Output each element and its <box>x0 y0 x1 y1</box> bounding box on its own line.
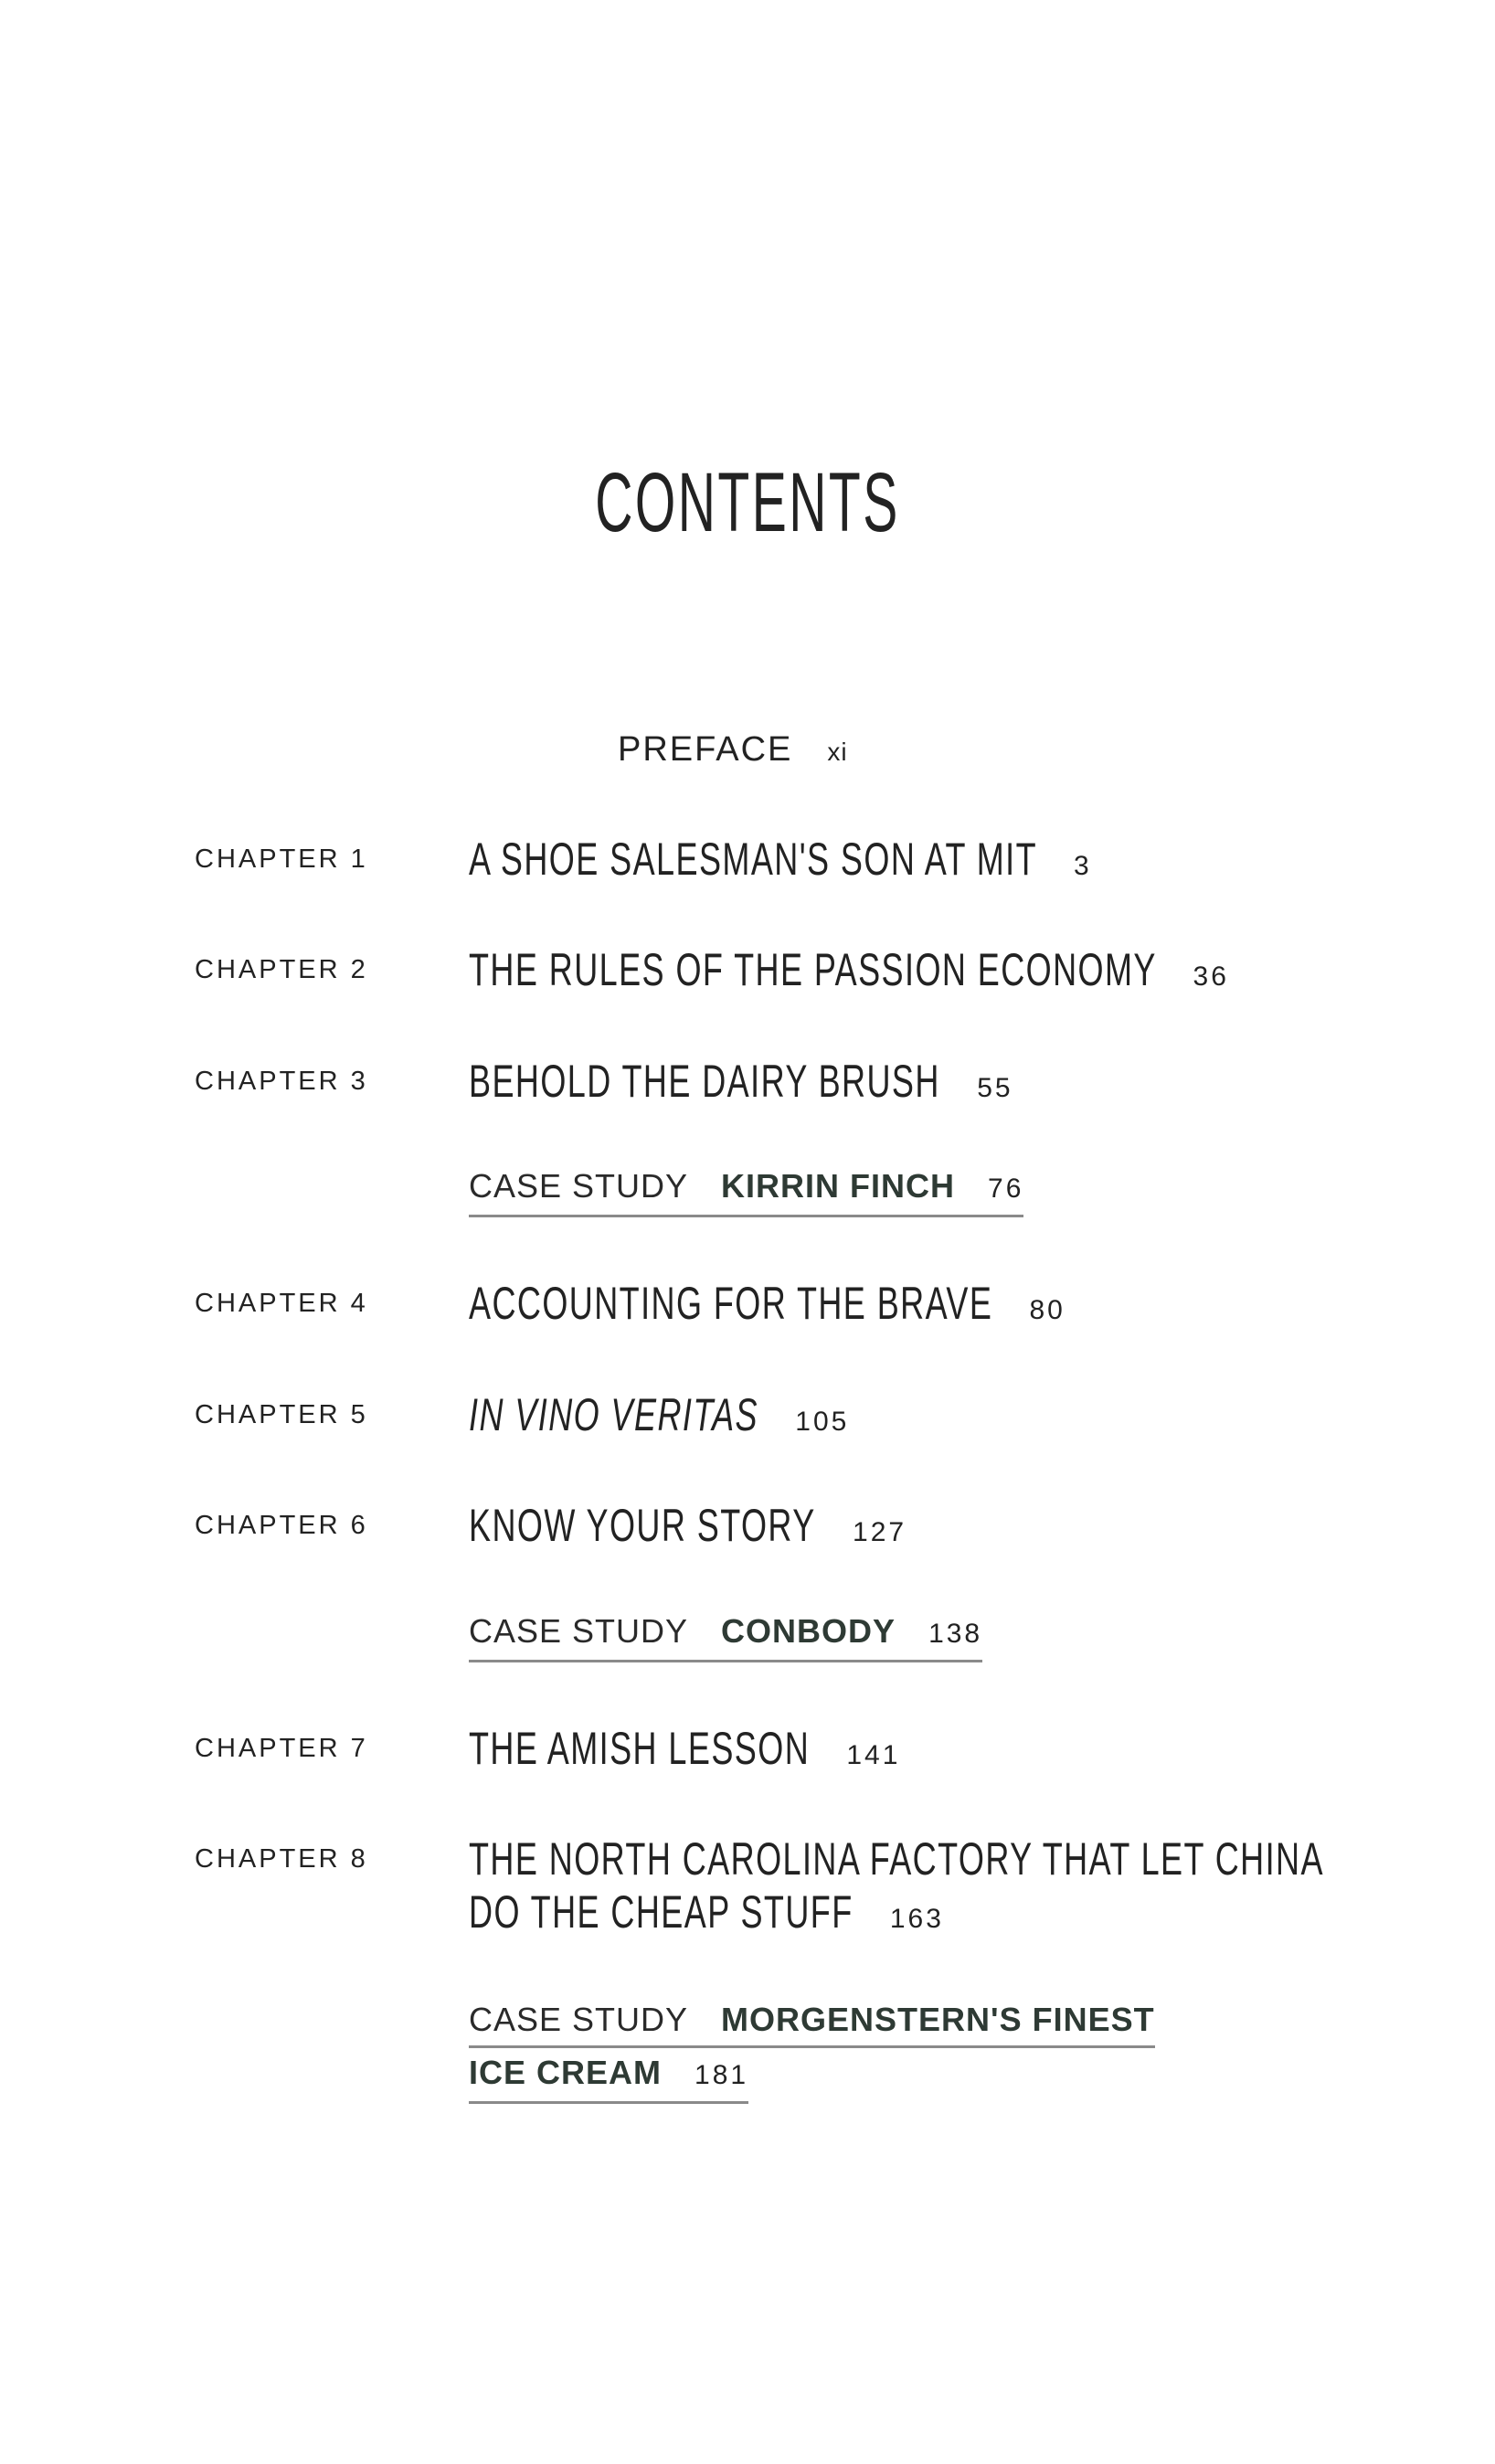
toc-entry-case-study-conbody[interactable] <box>469 1608 982 1662</box>
page-number: 105 <box>795 1407 850 1437</box>
page-number: 55 <box>977 1073 1013 1103</box>
chapter-title: ACCOUNTING FOR THE BRAVE <box>469 1278 993 1329</box>
toc-entry-chapter-5[interactable] <box>0 1387 1495 1442</box>
case-study-name-line-1: MORGENSTERN'S FINEST <box>721 2001 1155 2038</box>
toc-entry-chapter-3[interactable] <box>0 1054 1495 1109</box>
chapter-title-line-2: DO THE CHEAP STUFF <box>469 1886 854 1938</box>
chapter-title: THE AMISH LESSON <box>469 1723 811 1774</box>
toc-entry-chapter-1[interactable] <box>0 832 1495 887</box>
preface-label: PREFACE <box>618 730 793 769</box>
page-number: 127 <box>853 1517 907 1547</box>
chapter-title: BEHOLD THE DAIRY BRUSH <box>469 1056 940 1107</box>
chapter-label: CHAPTER 3 <box>195 1067 368 1096</box>
page-number: 181 <box>694 2060 749 2090</box>
page-title-text: CONTENTS <box>595 456 900 549</box>
chapter-label: CHAPTER 5 <box>195 1400 368 1429</box>
page-number: 141 <box>846 1740 901 1770</box>
toc-entry-chapter-4[interactable] <box>0 1276 1495 1331</box>
toc-entry-chapter-7[interactable] <box>0 1721 1495 1776</box>
case-study-label: CASE STUDY <box>469 2001 689 2038</box>
chapter-label: CHAPTER 1 <box>195 844 368 874</box>
toc-entry-chapter-8[interactable] <box>0 1832 1495 1886</box>
page-number: 80 <box>1029 1295 1066 1325</box>
toc-entry-chapter-6[interactable] <box>0 1498 1495 1553</box>
page-number: 3 <box>1073 851 1092 881</box>
page-number: xi <box>827 738 848 766</box>
chapter-label: CHAPTER 4 <box>195 1289 368 1318</box>
chapter-label: CHAPTER 6 <box>195 1511 368 1540</box>
chapter-title-line-1: THE NORTH CAROLINA FACTORY THAT LET CHINA <box>469 1833 1324 1885</box>
case-study-label: CASE STUDY <box>469 1612 689 1650</box>
toc-entry-case-study-morgenstern-continued[interactable] <box>469 2049 748 2104</box>
chapter-title: IN VINO VERITAS <box>469 1389 758 1440</box>
case-study-name: KIRRIN FINCH <box>721 1167 956 1205</box>
toc-entry-case-study-morgenstern[interactable] <box>469 1996 1155 2048</box>
case-study-name-line-2: ICE CREAM <box>469 2054 663 2091</box>
chapter-title: A SHOE SALESMAN'S SON AT MIT <box>469 834 1038 885</box>
case-study-name: CONBODY <box>721 1612 896 1650</box>
chapter-label: CHAPTER 8 <box>195 1844 368 1874</box>
chapter-title: THE RULES OF THE PASSION ECONOMY <box>469 944 1157 995</box>
toc-entry-chapter-8-continued[interactable] <box>0 1885 1495 1939</box>
toc-entry-preface[interactable] <box>618 722 848 780</box>
chapter-title: KNOW YOUR STORY <box>469 1500 816 1551</box>
page-number: 36 <box>1193 961 1229 992</box>
page-title <box>0 457 1495 548</box>
chapter-label: CHAPTER 2 <box>195 955 368 984</box>
case-study-label: CASE STUDY <box>469 1167 689 1205</box>
toc-entry-case-study-kirrin-finch[interactable] <box>469 1163 1023 1217</box>
page-number: 76 <box>988 1174 1024 1204</box>
page-number: 163 <box>889 1904 944 1934</box>
page-number: 138 <box>928 1619 983 1649</box>
toc-entry-chapter-2[interactable] <box>0 942 1495 997</box>
chapter-label: CHAPTER 7 <box>195 1734 368 1763</box>
